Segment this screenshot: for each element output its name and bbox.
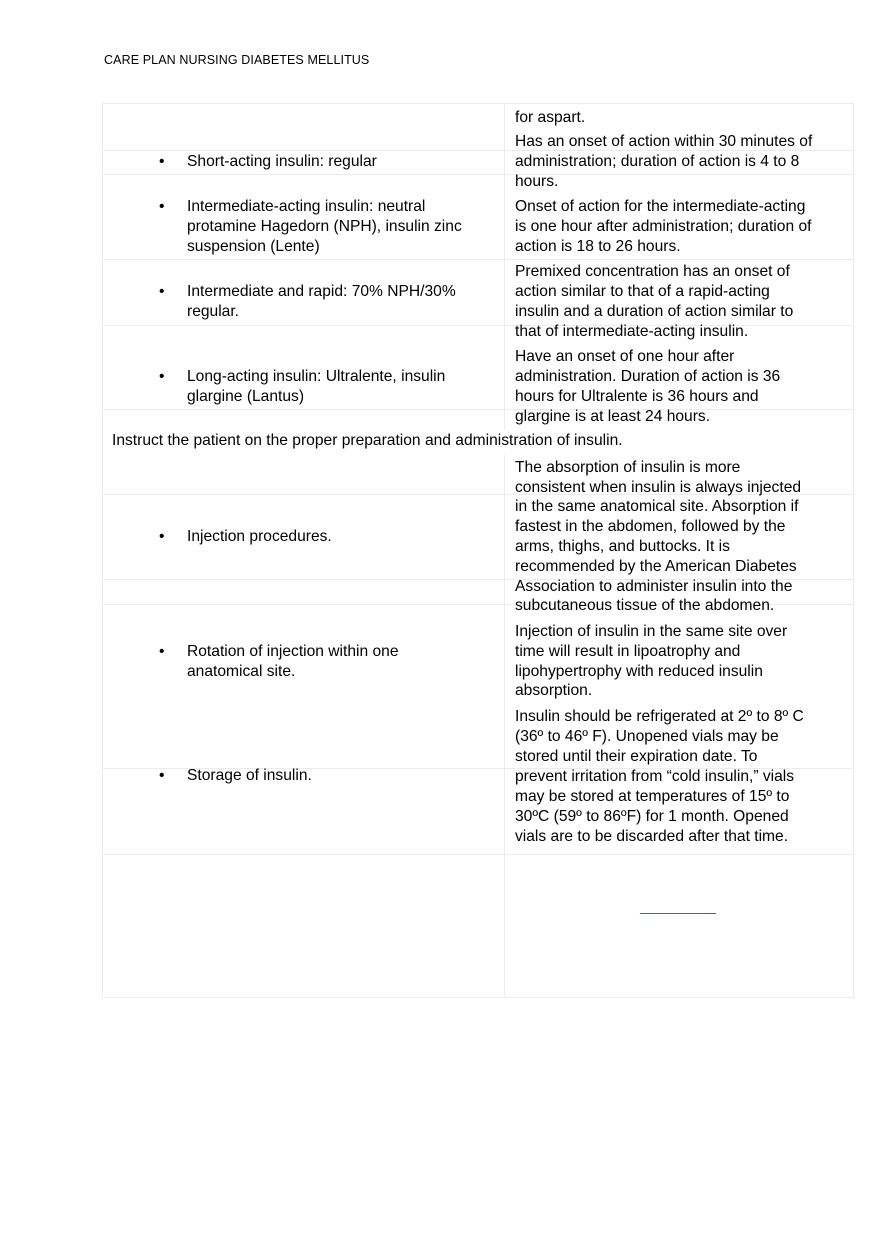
cell-text: lipohypertrophy with reduced insulin: [515, 663, 763, 680]
list-item-label: Intermediate-acting insulin: neutral: [187, 198, 426, 215]
cell-text: arms, thighs, and buttocks. It is: [515, 538, 730, 555]
cell-text: Association to administer insulin into the: [515, 578, 793, 595]
cell-text: hours.: [515, 173, 559, 190]
cell-text: for aspart.: [515, 109, 586, 126]
bullet-icon: •: [159, 528, 165, 545]
cell-text: 30ºC (59º to 86ºF) for 1 month. Opened: [515, 808, 789, 825]
cell-text: Injection of insulin in the same site over: [515, 623, 788, 640]
cell-text: absorption.: [515, 682, 593, 699]
list-item-label: Rotation of injection within one: [187, 643, 399, 660]
hyperlink-underline[interactable]: [640, 913, 716, 914]
list-item-label: Short-acting insulin: regular: [187, 153, 377, 170]
list-item-label: regular.: [187, 303, 240, 320]
list-item-label: anatomical site.: [187, 663, 296, 680]
cell-text: that of intermediate-acting insulin.: [515, 323, 749, 340]
row-divider: [102, 854, 854, 855]
cell-text: insulin and a duration of action similar to: [515, 303, 794, 320]
bullet-icon: •: [159, 153, 165, 170]
cell-text: administration. Duration of action is 36: [515, 368, 781, 385]
row-divider: [102, 259, 854, 260]
list-item-label: glargine (Lantus): [187, 388, 305, 405]
list-item-label: protamine Hagedorn (NPH), insulin zinc: [187, 218, 462, 235]
cell-text: subcutaneous tissue of the abdomen.: [515, 597, 775, 614]
cell-text: glargine is at least 24 hours.: [515, 408, 711, 425]
cell-text: action is 18 to 26 hours.: [515, 238, 681, 255]
cell-text: Has an onset of action within 30 minutes of: [515, 133, 813, 150]
cell-text: in the same anatomical site. Absorption if: [515, 498, 799, 515]
list-item-label: suspension (Lente): [187, 238, 320, 255]
bullet-icon: •: [159, 767, 165, 784]
cell-text: hours for Ultralente is 36 hours and: [515, 388, 759, 405]
cell-text: prevent irritation from “cold insulin,” vials: [515, 768, 795, 785]
cell-text: may be stored at temperatures of 15º to: [515, 788, 790, 805]
cell-text: fastest in the abdomen, followed by the: [515, 518, 786, 535]
cell-text: action similar to that of a rapid-acting: [515, 283, 770, 300]
page-header-title: CARE PLAN NURSING DIABETES MELLITUS: [104, 53, 370, 67]
column-divider: [504, 103, 505, 430]
cell-text: administration; duration of action is 4 to 8: [515, 153, 800, 170]
row-divider: [102, 174, 854, 175]
cell-text: is one hour after administration; duration of: [515, 218, 812, 235]
cell-text: (36º to 46º F). Unopened vials may be: [515, 728, 779, 745]
cell-text: vials are to be discarded after that time.: [515, 828, 789, 845]
column-divider: [504, 455, 505, 998]
list-item-label: Storage of insulin.: [187, 767, 312, 784]
bullet-icon: •: [159, 198, 165, 215]
cell-text: The absorption of insulin is more: [515, 459, 741, 476]
bullet-icon: •: [159, 283, 165, 300]
cell-text: time will result in lipoatrophy and: [515, 643, 741, 660]
list-item-label: Injection procedures.: [187, 528, 332, 545]
row-divider: [102, 409, 854, 410]
bullet-icon: •: [159, 368, 165, 385]
cell-text: consistent when insulin is always injected: [515, 479, 802, 496]
list-item-label: Intermediate and rapid: 70% NPH/30%: [187, 283, 456, 300]
cell-text: Insulin should be refrigerated at 2º to 8º C: [515, 708, 804, 725]
cell-text: recommended by the American Diabetes: [515, 558, 797, 575]
cell-text: Premixed concentration has an onset of: [515, 263, 790, 280]
instruction-text: Instruct the patient on the proper preparation and administration of insulin.: [112, 432, 623, 449]
list-item-label: Long-acting insulin: Ultralente, insulin: [187, 368, 446, 385]
bullet-icon: •: [159, 643, 165, 660]
cell-text: stored until their expiration date. To: [515, 748, 758, 765]
cell-text: Onset of action for the intermediate-acting: [515, 198, 806, 215]
cell-text: Have an onset of one hour after: [515, 348, 735, 365]
